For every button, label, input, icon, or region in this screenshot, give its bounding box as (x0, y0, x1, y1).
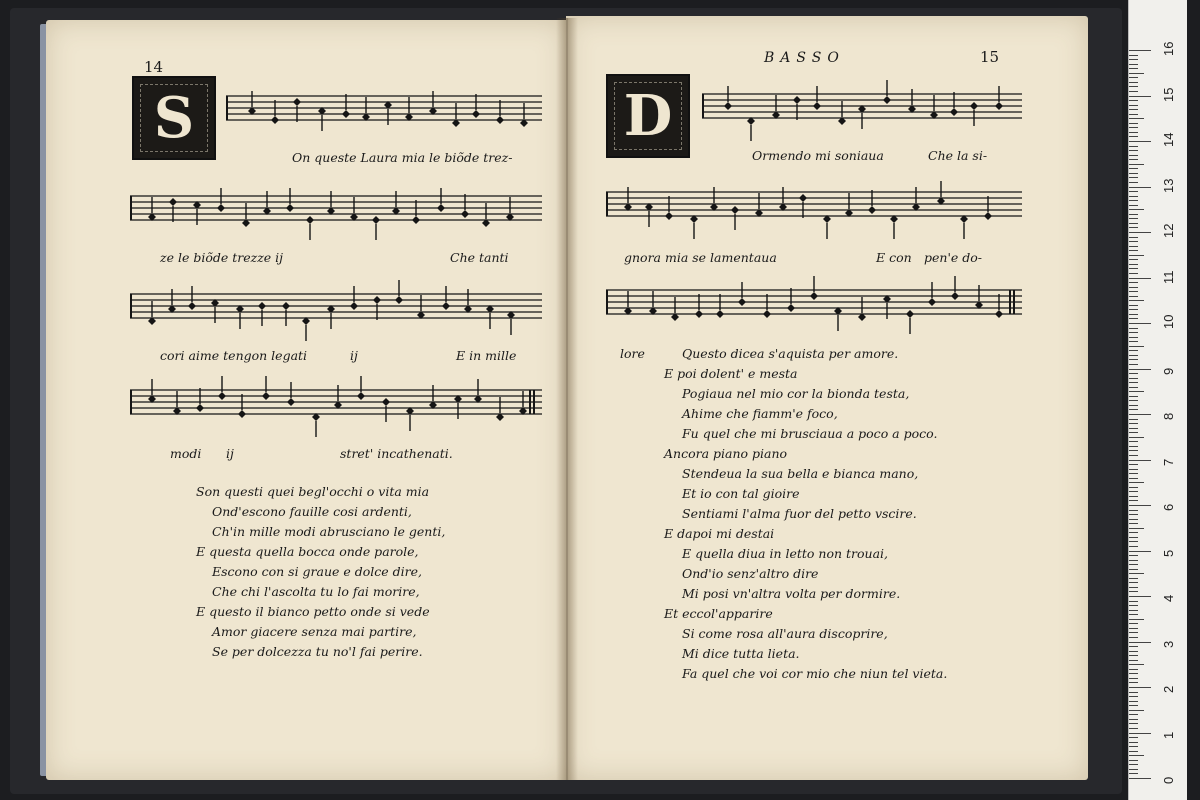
ruler-tick (1129, 177, 1138, 178)
ruler-tick (1129, 346, 1144, 347)
note-head (724, 102, 732, 110)
lyric-line: On queste Laura mia le biõde trez- (292, 150, 513, 165)
verse-line: Sentiami l'alma fuor del petto vscire. (682, 506, 917, 521)
note-head (357, 392, 365, 400)
ruler-tick (1129, 701, 1138, 702)
ruler-tick (1129, 409, 1138, 410)
lyric-line: lore (620, 346, 645, 361)
verse-line: Escono con si graue e dolce dire, (212, 564, 423, 579)
ruler-tick (1129, 396, 1138, 397)
lyric-line: stret' incathenati. (340, 446, 453, 461)
ruler-tick (1129, 155, 1138, 156)
ruler-tick (1129, 692, 1138, 693)
ruler-tick (1129, 769, 1138, 770)
ruler-label: 11 (1161, 270, 1176, 284)
measuring-ruler (1128, 0, 1187, 800)
ruler-tick (1129, 646, 1138, 647)
page-number-right: 15 (980, 48, 1000, 66)
ruler-tick (1129, 460, 1151, 461)
ruler-tick (1129, 305, 1138, 306)
note-head (738, 298, 746, 306)
ruler-tick (1129, 150, 1138, 151)
lyric-line: E con (876, 250, 912, 265)
ruler-label: 5 (1161, 549, 1176, 557)
note-head (716, 310, 724, 318)
note-head (442, 302, 450, 310)
lyric-line: Che la si- (928, 148, 988, 163)
note-head (412, 216, 420, 224)
ruler-tick (1129, 255, 1144, 256)
ruler-tick (1129, 746, 1138, 747)
ruler-tick (1129, 232, 1151, 233)
ruler-tick (1129, 241, 1138, 242)
ruler-tick (1129, 496, 1138, 497)
ruler-label: 15 (1161, 87, 1176, 102)
verse-line: Fu quel che mi brusciaua a poco a poco. (682, 426, 938, 441)
ruler-tick (1129, 273, 1138, 274)
ruler-tick (1129, 628, 1138, 629)
note-head (970, 102, 978, 110)
ruler-tick (1129, 714, 1138, 715)
note-head (271, 116, 279, 124)
ruler-tick (1129, 760, 1138, 761)
ruler-tick (1129, 96, 1151, 97)
note-head (995, 310, 1003, 318)
ruler-tick (1129, 73, 1144, 74)
note-head (793, 96, 801, 104)
note-head (787, 304, 795, 312)
ruler-tick (1129, 687, 1151, 688)
ruler-label: 6 (1161, 503, 1176, 511)
lyric-line: modi (170, 446, 202, 461)
note-head (372, 216, 380, 224)
verse-line: Se per dolcezza tu no'l fai perire. (212, 644, 423, 659)
ruler-tick (1129, 669, 1138, 670)
ruler-tick (1129, 528, 1144, 529)
decorated-initial-d (606, 74, 690, 158)
ruler-tick (1129, 391, 1144, 392)
ruler-tick (1129, 214, 1138, 215)
ruler-tick (1129, 591, 1138, 592)
ruler-tick (1129, 560, 1138, 561)
ruler-tick (1129, 182, 1138, 183)
verse-line: Et io con tal gioire (682, 486, 800, 501)
ruler-tick (1129, 355, 1138, 356)
note-head (218, 392, 226, 400)
note-head (665, 212, 673, 220)
ruler-tick (1129, 682, 1138, 683)
ruler-tick (1129, 450, 1138, 451)
ruler-tick (1129, 378, 1138, 379)
ruler-tick (1129, 105, 1138, 106)
ruler-tick (1129, 469, 1138, 470)
decorated-initial-s (132, 76, 216, 160)
ruler-tick (1129, 487, 1138, 488)
ruler-tick (1129, 82, 1138, 83)
ruler-tick (1129, 250, 1138, 251)
note-head (293, 98, 301, 106)
ruler-tick (1129, 237, 1138, 238)
ruler-tick (1129, 50, 1151, 51)
note-head (262, 392, 270, 400)
ruler-tick (1129, 755, 1144, 756)
ruler-tick (1129, 141, 1151, 142)
ruler-tick (1129, 191, 1138, 192)
ruler-tick (1129, 55, 1138, 56)
note-head (950, 108, 958, 116)
ruler-tick (1129, 432, 1138, 433)
note-head (306, 216, 314, 224)
ruler-tick (1129, 728, 1138, 729)
ruler-tick (1129, 437, 1144, 438)
note-head (995, 102, 1003, 110)
note-head (169, 198, 177, 206)
ruler-label: 13 (1161, 178, 1176, 193)
ruler-tick (1129, 587, 1138, 588)
ruler-tick (1129, 651, 1138, 652)
ruler-tick (1129, 400, 1138, 401)
verse-line: Ancora piano piano (664, 446, 788, 461)
ruler-tick (1129, 359, 1138, 360)
ruler-tick (1129, 733, 1151, 734)
note-head (437, 204, 445, 212)
ruler-tick (1129, 510, 1138, 511)
ruler-tick (1129, 678, 1138, 679)
ruler-tick (1129, 491, 1138, 492)
ruler-tick (1129, 532, 1138, 533)
ruler-tick (1129, 328, 1138, 329)
ruler-tick (1129, 309, 1138, 310)
ruler-tick (1129, 173, 1138, 174)
ruler-tick (1129, 742, 1138, 743)
note-head (282, 302, 290, 310)
ruler-tick (1129, 196, 1138, 197)
initial-letter: S (153, 85, 195, 151)
verse-line: E questo il bianco petto onde si vede (196, 604, 430, 619)
note-head (906, 310, 914, 318)
book-gutter (556, 18, 578, 780)
ruler-tick (1129, 218, 1138, 219)
note-head (799, 194, 807, 202)
note-head (342, 110, 350, 118)
lyric-line: Questo dicea s'aquista per amore. (682, 346, 899, 361)
ruler-tick (1129, 369, 1151, 370)
ruler-tick (1129, 86, 1138, 87)
ruler-tick (1129, 482, 1144, 483)
ruler-tick (1129, 582, 1138, 583)
ruler-tick (1129, 223, 1138, 224)
ruler-tick (1129, 314, 1138, 315)
ruler-tick (1129, 382, 1138, 383)
note-head (810, 292, 818, 300)
ruler-tick (1129, 205, 1138, 206)
ruler-tick (1129, 59, 1138, 60)
note-head (258, 302, 266, 310)
note-head (868, 206, 876, 214)
ruler-label: 2 (1161, 685, 1176, 693)
ruler-tick (1129, 268, 1138, 269)
ruler-tick (1129, 64, 1138, 65)
ruler-tick (1129, 446, 1138, 447)
ruler-tick (1129, 455, 1138, 456)
part-header: BASSO (764, 50, 845, 66)
ruler-label: 16 (1161, 41, 1176, 56)
ruler-tick (1129, 387, 1138, 388)
ruler-tick (1129, 300, 1144, 301)
lyric-line: ij (350, 348, 358, 363)
lyric-line: Che tanti (450, 250, 509, 265)
ruler-tick (1129, 350, 1138, 351)
verse-line: Et eccol'apparire (664, 606, 773, 621)
ruler-tick (1129, 637, 1138, 638)
ruler-tick (1129, 773, 1138, 774)
note-head (287, 398, 295, 406)
ruler-tick (1129, 514, 1138, 515)
verse-line: Pogiaua nel mio cor la bionda testa, (682, 386, 910, 401)
ruler-tick (1129, 159, 1138, 160)
ruler-tick (1129, 632, 1138, 633)
music-staff (606, 174, 1022, 246)
ruler-tick (1129, 696, 1138, 697)
ruler-tick (1129, 296, 1138, 297)
ruler-tick (1129, 419, 1138, 420)
ruler-tick (1129, 655, 1138, 656)
verse-line: Si come rosa all'aura discoprire, (682, 626, 888, 641)
ruler-tick (1129, 564, 1138, 565)
ruler-tick (1129, 673, 1138, 674)
ruler-tick (1129, 555, 1138, 556)
ruler-label: 0 (1161, 776, 1176, 784)
ruler-tick (1129, 77, 1138, 78)
ruler-tick (1129, 146, 1138, 147)
note-head (928, 298, 936, 306)
verse-line: Mi posi vn'altra volta per dormire. (682, 586, 901, 601)
ruler-tick (1129, 423, 1138, 424)
note-head (472, 110, 480, 118)
ruler-tick (1129, 405, 1138, 406)
ruler-label: 3 (1161, 640, 1176, 648)
note-head (731, 206, 739, 214)
initial-letter: D (623, 83, 673, 149)
verse-line: E quella diua in letto non trouai, (682, 546, 889, 561)
ruler-label: 10 (1161, 314, 1176, 329)
ruler-tick (1129, 428, 1138, 429)
note-head (951, 292, 959, 300)
ruler-tick (1129, 719, 1138, 720)
lyric-line: pen'e do- (924, 250, 983, 265)
ruler-tick (1129, 68, 1138, 69)
ruler-tick (1129, 291, 1138, 292)
ruler-tick (1129, 596, 1151, 597)
note-head (188, 302, 196, 310)
ruler-tick (1129, 282, 1138, 283)
note-head (984, 212, 992, 220)
ruler-tick (1129, 569, 1138, 570)
note-head (883, 96, 891, 104)
ruler-tick (1129, 114, 1138, 115)
ruler-label: 4 (1161, 594, 1176, 602)
page-number-left: 14 (144, 58, 164, 76)
ruler-tick (1129, 136, 1138, 137)
ruler-label: 9 (1161, 367, 1176, 375)
lyric-line: E in mille (456, 348, 517, 363)
verse-line: Fa quel che voi cor mio che niun tel vieta. (682, 666, 948, 681)
ruler-tick (1129, 187, 1151, 188)
note-head (695, 310, 703, 318)
music-staff (130, 276, 542, 346)
ruler-tick (1129, 573, 1144, 574)
ruler-tick (1129, 91, 1138, 92)
ruler-tick (1129, 373, 1138, 374)
ruler-tick (1129, 118, 1144, 119)
ruler-tick (1129, 227, 1138, 228)
verse-line: E questa quella bocca onde parole, (196, 544, 419, 559)
note-head (373, 296, 381, 304)
left-page (46, 20, 566, 780)
ruler-tick (1129, 723, 1138, 724)
note-head (461, 210, 469, 218)
ruler-tick (1129, 168, 1138, 169)
ruler-tick (1129, 164, 1144, 165)
ruler-tick (1129, 464, 1138, 465)
ruler-label: 12 (1161, 223, 1176, 238)
ruler-tick (1129, 605, 1138, 606)
verse-line: Mi dice tutta lieta. (682, 646, 800, 661)
ruler-tick (1129, 478, 1138, 479)
verse-line: Ahime che fiamm'e foco, (682, 406, 838, 421)
ruler-tick (1129, 318, 1138, 319)
note-head (217, 204, 225, 212)
ruler-tick (1129, 751, 1138, 752)
note-head (286, 204, 294, 212)
ruler-tick (1129, 287, 1138, 288)
ruler-tick (1129, 664, 1144, 665)
note-head (350, 302, 358, 310)
ruler-tick (1129, 414, 1151, 415)
ruler-tick (1129, 209, 1144, 210)
note-head (813, 102, 821, 110)
ruler-tick (1129, 642, 1151, 643)
ruler-tick (1129, 500, 1138, 501)
music-staff (226, 78, 542, 148)
verse-line: Amor giacere senza mai partire, (212, 624, 417, 639)
verse-line: Ond'io senz'altro dire (682, 566, 819, 581)
ruler-tick (1129, 601, 1138, 602)
verse-line: Son questi quei begl'occhi o vita mia (196, 484, 430, 499)
ruler-tick (1129, 109, 1138, 110)
ruler-tick (1129, 200, 1138, 201)
ruler-tick (1129, 541, 1138, 542)
ruler-tick (1129, 614, 1138, 615)
ruler-tick (1129, 123, 1138, 124)
music-staff (130, 372, 542, 442)
ruler-tick (1129, 737, 1138, 738)
lyric-line: ij (226, 446, 234, 461)
ruler-tick (1129, 100, 1138, 101)
ruler-tick (1129, 332, 1138, 333)
verse-line: E poi dolent' e mesta (664, 366, 798, 381)
ruler-tick (1129, 519, 1138, 520)
lyric-line: Ormendo mi soniaua (752, 148, 884, 163)
ruler-label: 8 (1161, 412, 1176, 420)
ruler-tick (1129, 323, 1151, 324)
ruler-tick (1129, 764, 1138, 765)
ruler-tick (1129, 473, 1138, 474)
ruler-tick (1129, 341, 1138, 342)
music-staff (606, 272, 1022, 344)
ruler-tick (1129, 778, 1151, 779)
ruler-tick (1129, 278, 1151, 279)
lyric-line: cori aime tengon legati (160, 348, 308, 363)
lyric-line: ze le biõde trezze ij (160, 250, 284, 265)
music-staff (702, 76, 1022, 146)
verse-line: Ch'in mille modi abrusciano le genti, (212, 524, 446, 539)
ruler-tick (1129, 537, 1138, 538)
note-head (496, 116, 504, 124)
ruler-tick (1129, 523, 1138, 524)
ruler-tick (1129, 623, 1138, 624)
ruler-label: 14 (1161, 132, 1176, 147)
ruler-tick (1129, 710, 1144, 711)
ruler-tick (1129, 705, 1138, 706)
ruler-tick (1129, 546, 1138, 547)
note-head (238, 410, 246, 418)
ruler-label: 1 (1161, 731, 1176, 739)
verse-line: Ond'escono fauille cosi ardenti, (212, 504, 412, 519)
ruler-tick (1129, 337, 1138, 338)
note-head (395, 296, 403, 304)
ruler-tick (1129, 264, 1138, 265)
ruler-tick (1129, 246, 1138, 247)
note-head (196, 404, 204, 412)
verse-line: E dapoi mi destai (664, 526, 775, 541)
lyric-line: gnora mia se lamentaua (624, 250, 777, 265)
note-head (382, 398, 390, 406)
ruler-tick (1129, 610, 1138, 611)
verse-line: Che chi l'ascolta tu lo fai morire, (212, 584, 420, 599)
ruler-tick (1129, 660, 1138, 661)
ruler-tick (1129, 551, 1151, 552)
ruler-tick (1129, 505, 1151, 506)
verse-line: Stendeua la sua bella e bianca mano, (682, 466, 919, 481)
ruler-label: 7 (1161, 458, 1176, 466)
ruler-tick (1129, 259, 1138, 260)
note-head (763, 310, 771, 318)
ruler-tick (1129, 364, 1138, 365)
ruler-tick (1129, 578, 1138, 579)
music-staff (130, 178, 542, 248)
ruler-tick (1129, 441, 1138, 442)
ruler-tick (1129, 132, 1138, 133)
right-page (566, 16, 1088, 780)
ruler-tick (1129, 127, 1138, 128)
ruler-tick (1129, 619, 1144, 620)
